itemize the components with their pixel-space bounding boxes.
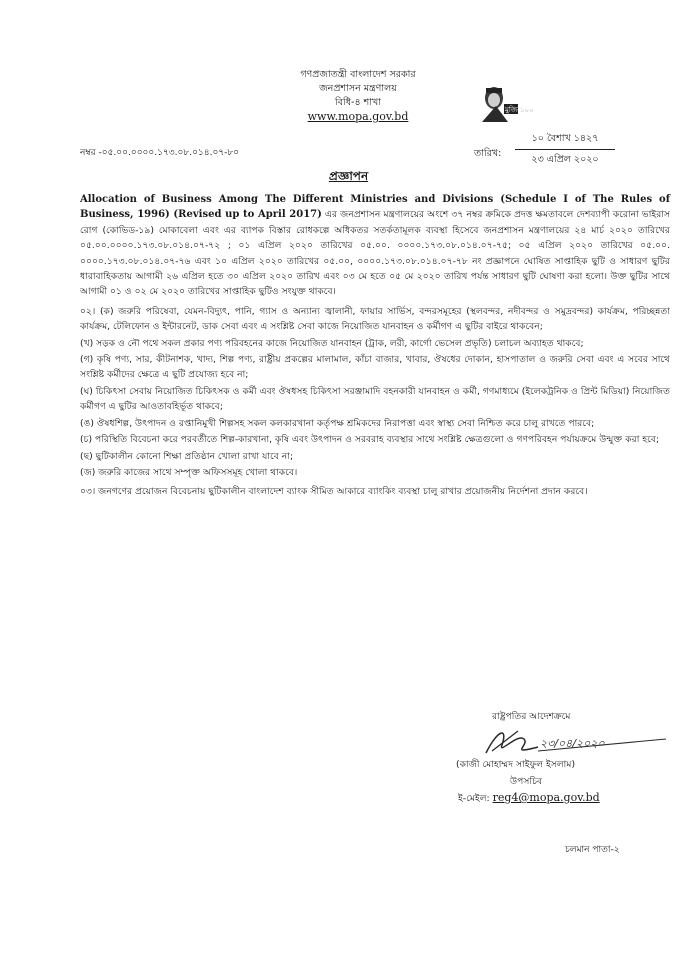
intro-bangla: এর জনপ্রশাসন মন্ত্রণালয়ের অংশে ৩৭ নম্বর ক্রমিকে প্রদত্ত ক্ষমতাবলে দেশব্যাপী করোনা ভাইরাস রোগ (কোভিড-১৯) মোকাবেলা এবং এর ব্যাপক বিস্তার রোধকল্পে অধিকতর সতর্কতামূলক ব্যবস্থা হিসেবে জনপ্রশাসন মন্ত্রণালয়ের ২৪ মার্চ ২০২০ তারিখের ০৫.০০.০০০০.১৭৩.০৮.০১৪.০৭-৭২ ; ০১ এপ্রিল ২০২০ তারিখের ০৫.০০. ০০০০.১৭৩.০৮.০১৪.০৭-৭৫; ০৫ এপ্রিল ২০২০ তারিখের ০৫.০০. ০০০০.১৭৩.০৮.০১৪.০৭-৭৬ এবং ১০ এপ্রিল ২০২০ তারিখের ০৫.০০, ০০০০.১৭৩.০৮.০১৪.০৭-৭৮ নং প্রজ্ঞাপনে ঘোষিত সাপ্তাহিক ছুটি ও সাধারণ ছুটির ধারাবাহিকতায় আগামী ২৬ এপ্রিল হতে ৩০ এপ্রিল ২০২০ তারিখ এবং ০৩ মে হতে ০৫ মে ২০২০ তারিখ পর্যন্ত সাধারণ ছুটি ঘোষণা করা হলো। উক্ত ছুটির সাথে আগামী ০১ ও ০২ মে ২০২০ তারিখের সাপ্তাহিক ছুটিও সংযুক্ত থাকবে। [80, 209, 670, 298]
signatory-name: (কাজী মোহাম্মদ সাইফুল ইসলাম) [456, 759, 576, 770]
svg-text:মুজিব: মুজিব [505, 106, 522, 114]
order-line: রাষ্ট্রপতির আদেশক্রমে [492, 711, 571, 722]
list-item: (চ) পরিস্থিতি বিবেচনা করে পরবর্তীতে শিল্প-কারখানা, কৃষি এবং উৎপাদন ও সরবরাহ ব্যবস্থার সাথে সংশ্লিষ্ট ক্ষেত্রগুলো ও গণপরিবহন পর্যায়ক্রমে উন্মুক্ত করা হবে; [80, 434, 660, 446]
document-body [80, 192, 670, 504]
memo-number: নম্বর -০৫.০০.০০০০.১৭৩.০৮.০১৪.০৭-৮০ [80, 148, 240, 158]
signature-date: ২৩/০৪/২০২০ [540, 737, 605, 750]
mujib-borsho-logo [478, 84, 544, 124]
list-item: (ঘ) চিকিৎসা সেবায় নিয়োজিত চিকিৎসক ও কর্মী এবং ঔষধসহ চিকিৎসা সরঞ্জামাদি বহনকারী যানবাহন ও কর্মী, গণমাধ্যমে (ইলেকট্রনিক ও প্রিন্ট মিডিয়া) নিয়োজিত কর্মীগণ এ ছুটির আওতাবহির্ভূত থাকবে; [80, 385, 670, 413]
paragraph-1 [80, 192, 670, 300]
continued-page-note: চলমান পাতা-২ [565, 845, 620, 855]
date-label: তারিখ: [474, 148, 502, 159]
email-link[interactable]: reg4@mopa.gov.bd [492, 791, 600, 804]
section-name: বিধি-৪ শাখা [334, 97, 382, 108]
document-title: প্রজ্ঞাপন [328, 169, 369, 183]
intro-english: Allocation of Business Among The Different Ministries and Divisions (Schedule I of The Rules of Business, 1996) (Revised up to April 2017) [80, 194, 670, 221]
list-item: (ঙ) ঔষধশিল্প, উৎপাদন ও রপ্তানিমুখী শিল্পসহ সকল কলকারখানা কর্তৃপক্ষ শ্রমিকদের নিরাপত্তা এবং স্বাস্থ্য সেবা নিশ্চিত করে চালু রাখতে পারবে; [80, 417, 595, 429]
svg-text:১০০: ১০০ [520, 106, 534, 114]
list-item: (খ) সড়ক ও নৌ পথে সকল প্রকার পণ্য পরিবহনের কাজে নিয়োজিত যানবাহন (ট্রাক, লরী, কার্গো ভেসেল প্রভৃতি) চলাচল অব্যাহত থাকবে; [80, 337, 584, 349]
date-bangla: ১০ বৈশাখ ১৪২৭ [515, 132, 615, 150]
ministry-name: জনপ্রশাসন মন্ত্রণালয় [319, 83, 397, 94]
email-row [458, 791, 600, 806]
letterhead [250, 68, 466, 124]
list-item: (জ) জরুরি কাজের সাথে সম্পৃক্ত অফিসসমূহ খোলা থাকবে। [80, 466, 298, 478]
signatory-designation: উপসচিব [510, 776, 543, 787]
government-name: গণপ্রজাতন্ত্রী বাংলাদেশ সরকার [300, 69, 416, 80]
date-block [515, 132, 615, 168]
handwritten-signature [478, 725, 668, 759]
email-label: ই-মেইল: [458, 793, 490, 804]
list-item: ০২। (ক) জরুরি পরিষেবা, যেমন-বিদ্যুৎ, পানি, গ্যাস ও অন্যান্য জ্বালানী, ফায়ার সার্ভিস, বন্দরসমূহের (স্থলবন্দর, নদীবন্দর ও সমুদ্রবন্দর) কার্যক্রম, পরিচ্ছন্নতা কার্যক্রম, টেলিফোন ও ইন্টারনেট, ডাক সেবা এবং এ সংশ্লিষ্ট সেবা কাজে নিয়োজিত যানবাহন ও কর্মীগণ এ ছুটির বাইরে থাকবেন; [80, 305, 670, 333]
paragraph-3: ০৩। জনগণের প্রয়োজন বিবেচনায় ছুটিকালীন বাংলাদেশ ব্যাংক সীমিত আকারে ব্যাংকিং ব্যবস্থা চালু রাখার প্রয়োজনীয় নির্দেশনা প্রদান করবে। [80, 486, 588, 498]
website-link[interactable]: www.mopa.gov.bd [307, 110, 409, 123]
date-gregorian: ২৩ এপ্রিল ২০২০ [531, 154, 599, 165]
list-item: (ছ) ছুটিকালীন কোনো শিক্ষা প্রতিষ্ঠান খোলা রাখা যাবে না; [80, 450, 294, 462]
list-item: (গ) কৃষি পণ্য, সার, কীটনাশক, খাদ্য, শিল্প পণ্য, রাষ্ট্রীয় প্রকল্পের মালামাল, কাঁচা বাজার, খাবার, ঔষধের দোকান, হাসপাতাল ও জরুরি সেবা এবং এ সবের সাথে সংশ্লিষ্ট কর্মীদের ক্ষেত্রে এ ছুটি প্রযোজ্য হবে না; [80, 354, 670, 381]
